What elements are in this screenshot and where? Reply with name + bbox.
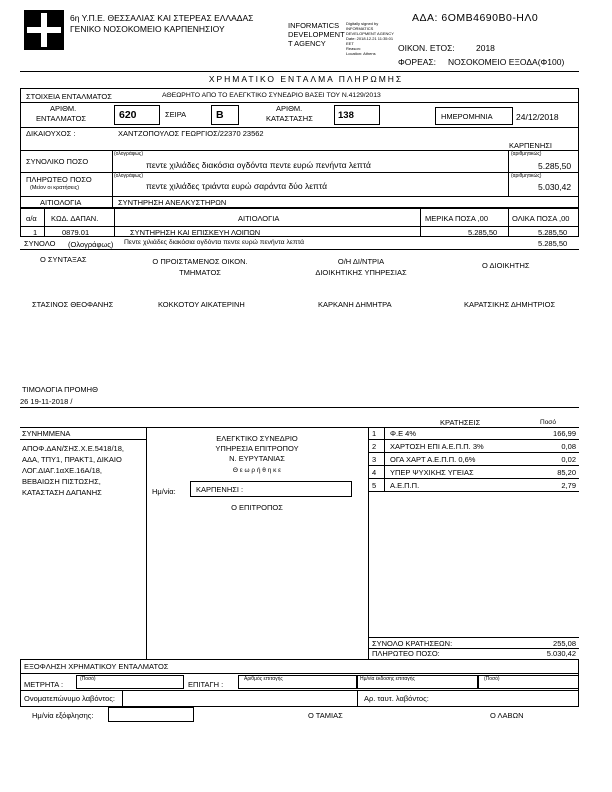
attachment-line: ΛΟΓ.ΔΙΑΓ.1αΧΕ.16Α/18, [22, 466, 103, 475]
deductions-total-label: ΣΥΝΟΛΟ ΚΡΑΤΗΣΕΩΝ: [372, 639, 453, 648]
receiver-signature-label: Ο ΛΑΒΩΝ [490, 711, 524, 720]
payable-total-label: ΠΛΗΡΩΤΕΟ ΠΟΣΟ: [372, 649, 440, 658]
stamp-line: Digitally signed by [346, 21, 379, 26]
audit-line: Ν. ΕΥΡΥΤΑΝΙΑΣ [229, 454, 285, 463]
attachment-line: ΑΔΑ, ΤΠΥ1, ΠΡΑΚΤ1, ΔΙΚΑΙΟ [22, 455, 122, 464]
receiver-id-label: Αρ. ταυτ. λαβόντος: [364, 694, 429, 703]
divider [20, 427, 579, 428]
total-words-caption: (ολογράφως) [114, 151, 144, 157]
digital-signature-stamp [346, 21, 396, 56]
deduction-index: 5 [372, 481, 377, 490]
stamp-line: DEVELOPMENT AGENCY [346, 31, 394, 36]
table-header-index: α/α [26, 214, 37, 223]
deduction-name: ΟΓΑ ΧΑΡΤ Α.Ε.Π.Π. 0,6% [390, 455, 476, 464]
signature-role-composer: Ο ΣΥΝΤΑΞΑΣ [40, 255, 87, 264]
fiscal-year-value: 2018 [476, 43, 495, 53]
audit-commissioner: Ο ΕΠΙΤΡΟΠΟΣ [231, 503, 283, 512]
divider [368, 465, 579, 466]
divider [20, 439, 146, 440]
total-amount-number: 5.285,50 [538, 161, 572, 171]
deductions-total-value: 255,08 [553, 639, 576, 648]
settlement-date-field[interactable] [108, 707, 194, 722]
city-value: ΚΑΡΠΕΝΗΣΙ [509, 141, 552, 150]
payable-words-caption: (ολογράφως) [114, 173, 144, 179]
series-value: Β [216, 109, 224, 121]
body-value: ΝΟΣΟΚΟΜΕΙΟ ΕΞΟΔΑ(Φ100) [448, 57, 565, 67]
reason-value: ΣΥΝΤΗΡΗΣΗ ΑΝΕΛΚΥΣΤΗΡΩΝ [118, 198, 227, 207]
emblem-logo [24, 10, 64, 50]
divider [368, 452, 579, 453]
deduction-value: 166,99 [553, 429, 576, 438]
divider [508, 150, 509, 196]
payable-total-value: 5.030,42 [546, 649, 576, 658]
deduction-value: 85,20 [557, 468, 576, 477]
stamp-title-2: DEVELOPMENT [288, 30, 345, 39]
cash-label: ΜΕΤΡΗΤΑ : [24, 680, 64, 689]
date-value: 24/12/2018 [516, 112, 559, 122]
table-row-code: 0879.01 [62, 228, 90, 237]
table-header-partial: ΜΕΡΙΚΑ ΠΟΣΑ ,00 [425, 214, 488, 223]
audit-line: ΕΛΕΓΚΤΙΚΟ ΣΥΝΕΔΡΙΟ [216, 434, 298, 443]
attachments-label: ΣΥΝΗΜΜΕΝΑ [22, 429, 71, 438]
divider [112, 150, 113, 196]
register-label-2: ΚΑΤΑΣΤΑΣΗΣ [266, 114, 313, 123]
divider [112, 196, 113, 208]
stamp-line: Location: Athens [346, 51, 376, 56]
deduction-index: 3 [372, 455, 377, 464]
order-number-value: 620 [119, 109, 137, 121]
attachment-line: ΑΠΟΦ.ΔΑΝ/ΣΗΣ.Χ.Ε.5418/18, [22, 444, 124, 453]
cheque-number-caption: Αριθμός επιταγής [244, 676, 283, 682]
divider [44, 208, 45, 237]
invoices-label: ΤΙΜΟΛΟΓΙΑ ΠΡΟΜΗΘ [22, 385, 98, 394]
sum-value: 5.285,50 [538, 239, 568, 248]
divider [20, 407, 579, 408]
deduction-name: ΧΑΡΤΟΣΗ ΕΠΙ Α.Ε.Π.Π. 3% [390, 442, 484, 451]
deduction-value: 0,08 [561, 442, 576, 451]
reason-label: ΑΙΤΙΟΛΟΓΙΑ [40, 198, 82, 207]
order-number-label-2: ΕΝΤΑΛΜΑΤΟΣ [36, 114, 87, 123]
divider [368, 491, 579, 492]
divider [20, 196, 579, 197]
divider [384, 427, 385, 491]
beneficiary-value: ΧΑΝΤΖΟΠΟΥΛΟΣ ΓΕΩΡΓΙΟΣ/22370 23562 [118, 129, 264, 138]
ada-code: ΑΔΑ: 6ΟΜΒ4690Β0-ΗΛ0 [412, 12, 539, 24]
table-header-total: ΟΛΙΚΑ ΠΟΣΑ ,00 [512, 214, 570, 223]
beneficiary-label: ΔΙΚΑΙΟΥΧΟΣ : [26, 129, 76, 138]
audit-place: ΚΑΡΠΕΝΗΣΙ : [196, 485, 244, 494]
divider [20, 249, 579, 250]
divider [20, 226, 579, 227]
divider [368, 439, 579, 440]
divider [20, 150, 579, 151]
table-row-partial: 5.285,50 [468, 228, 498, 237]
divider [508, 208, 509, 237]
sum-words: Πεντε χιλιάδες διακόσια ογδόντα πεντε ευρώ πενήντα λεπτά [124, 239, 305, 246]
cashier-label: Ο ΤΑΜΙΑΣ [308, 711, 343, 720]
deductions-header: ΚΡΑΤΗΣΕΙΣ [440, 418, 481, 427]
divider [20, 127, 579, 128]
signature-role-finance-head: Ο ΠΡΟΙΣΤΑΜΕΝΟΣ ΟΙΚΟΝ. ΤΜΗΜΑΤΟΣ [152, 257, 248, 277]
total-numbers-caption: (αριθμητικώς) [511, 151, 542, 157]
attachment-line: ΒΕΒΑΙΩΣΗ ΠΙΣΤΩΣΗΣ, [22, 477, 101, 486]
signature-role-admin-director: Ο/Η ΔΙ/ΝΤΡΙΑ ΔΙΟΙΚΗΤΙΚΗΣ ΥΠΗΡΕΣΙΑΣ [315, 257, 407, 277]
header-org-line2: ΓΕΝΙΚΟ ΝΟΣΟΚΟΜΕΙΟ ΚΑΡΠΕΝΗΣΙΟΥ [70, 24, 225, 34]
order-elements-label: ΣΤΟΙΧΕΙΑ ΕΝΤΑΛΜΑΤΟΣ [26, 92, 112, 101]
deduction-name: ΥΠΕΡ ΨΥΧΙΚΗΣ ΥΓΕΙΑΣ [390, 468, 474, 477]
receiver-name-label: Ονοματεπώνυμο λαβόντος: [24, 694, 116, 703]
cash-amount-caption: (Ποσό) [80, 676, 96, 682]
register-label-1: ΑΡΙΘΜ. [276, 104, 303, 113]
divider [20, 102, 579, 103]
receiver-name-field[interactable] [122, 690, 358, 707]
total-amount-label: ΣΥΝΟΛΙΚΟ ΠΟΣΟ [26, 157, 89, 166]
deductions-amount-header: Ποσό [540, 419, 556, 426]
header-org-line1: 6η Υ.Π.Ε. ΘΕΣΣΑΛΙΑΣ ΚΑΙ ΣΤΕΡΕΑΣ ΕΛΛΑΔΑΣ [70, 13, 254, 23]
payable-amount-words: πεντε χιλιάδες τριάντα ευρώ σαράντα δύο λεπτά [146, 181, 328, 191]
deduction-index: 2 [372, 442, 377, 451]
divider [146, 427, 147, 659]
divider [114, 208, 115, 237]
attachment-line: ΚΑΤΑΣΤΑΣΗ ΔΑΠΑΝΗΣ [22, 488, 102, 497]
stamp-line: Date: 2018.12.21 11:35:01 [346, 36, 394, 41]
fiscal-year-label: ΟΙΚΟΝ. ΕΤΟΣ: [398, 43, 455, 53]
body-label: ΦΟΡΕΑΣ: [398, 57, 437, 67]
payable-amount-number: 5.030,42 [538, 182, 572, 192]
attachments-text [22, 443, 144, 498]
divider [368, 427, 369, 659]
signature-name-finance-head: ΚΟΚΚΟΤΟΥ ΑΙΚΑΤΕΡΙΝΗ [158, 300, 245, 309]
table-header-reason: ΑΙΤΙΟΛΟΓΙΑ [238, 214, 280, 223]
divider [20, 673, 579, 674]
payable-numbers-caption: (αριθμητικώς) [511, 173, 542, 179]
settlement-title: ΕΞΟΦΛΗΣΗ ΧΡΗΜΑΤΙΚΟΥ ΕΝΤΑΛΜΑΤΟΣ [24, 662, 169, 671]
payable-amount-label: ΠΛΗΡΩΤΕΟ ΠΟΣΟ [26, 175, 92, 184]
stamp-line: Reason: [346, 46, 361, 51]
total-amount-words: πεντε χιλιάδες διακόσια ογδόντα πεντε ευρώ πενήντα λεπτά [146, 160, 371, 170]
table-header-code: ΚΩΔ. ΔΑΠΑΝ. [51, 214, 99, 223]
stamp-title-3: T AGENCY [288, 39, 326, 48]
divider [420, 208, 421, 237]
deduction-name: Φ.Ε 4% [390, 429, 416, 438]
register-value: 138 [338, 110, 354, 121]
cheque-amount-caption: (Ποσό) [484, 676, 500, 682]
invoices-value: 26 19-11-2018 / [20, 397, 73, 406]
deduction-name: Α.Ε.Π.Π. [390, 481, 420, 490]
deduction-value: 2,79 [561, 481, 576, 490]
series-label: ΣΕΙΡΑ [165, 110, 187, 119]
deduction-value: 0,02 [561, 455, 576, 464]
signature-name-admin-director: ΚΑΡΚΑΝΗ ΔΗΜΗΤΡΑ [318, 300, 392, 309]
signature-name-composer: ΣΤΑΣΙΝΟΣ ΘΕΟΦΑΝΗΣ [32, 300, 114, 309]
audit-date-label: Ημ/νία: [152, 487, 176, 496]
divider [368, 478, 579, 479]
title-top-rule [20, 71, 579, 72]
order-number-label-1: ΑΡΙΘΜ. [50, 104, 77, 113]
cheque-issue-date-caption: Ημ/νία έκδοσης επιταγής [360, 676, 415, 682]
settlement-date-label: Ημ/νία εξόφλησης: [32, 711, 94, 720]
cheque-label: ΕΠΙΤΑΓΗ : [188, 680, 224, 689]
audit-block [148, 434, 366, 478]
signature-name-governor: ΚΑΡΑΤΣΙΚΗΣ ΔΗΜΗΤΡΙΟΣ [464, 300, 556, 309]
audit-approved: Θ ε ω ρ ή θ η κ ε [232, 467, 282, 474]
stamp-line: INFORMATICS [346, 26, 374, 31]
audit-line: ΥΠΗΡΕΣΙΑ ΕΠΙΤΡΟΠΟΥ [215, 444, 299, 453]
payable-amount-sub: (Μείον οι κρατήσεις) [30, 185, 80, 191]
table-row-total: 5.285,50 [538, 228, 568, 237]
table-row-reason: ΣΥΝΤΗΡΗΣΗ ΚΑΙ ΕΠΙΣΚΕΥΗ ΛΟΙΠΩΝ [130, 228, 261, 237]
deduction-index: 1 [372, 429, 377, 438]
divider [368, 637, 579, 638]
sum-words-caption: (Ολογράφως) [68, 240, 114, 249]
date-label: ΗΜΕΡΟΜΗΝΙΑ [441, 112, 493, 121]
deduction-index: 4 [372, 468, 377, 477]
table-row-index: 1 [33, 228, 38, 237]
stamp-line: EET [346, 41, 354, 46]
document-title: ΧΡΗΜΑΤΙΚΟ ΕΝΤΑΛΜΑ ΠΛΗΡΩΜΗΣ [208, 74, 404, 84]
sum-label: ΣΥΝΟΛΟ [24, 239, 56, 248]
stamp-title-1: INFORMATICS [288, 21, 340, 30]
divider [20, 172, 579, 173]
signature-role-governor: Ο ΔΙΟΙΚΗΤΗΣ [482, 261, 530, 270]
order-elements-value: ΑΘΕΩΡΗΤΟ ΑΠΟ ΤΟ ΕΛΕΓΚΤΙΚΟ ΣΥΝΕΔΡΙΟ ΒΑΣΕΙ ΤΟΥ Ν.4129/2013 [162, 92, 381, 99]
